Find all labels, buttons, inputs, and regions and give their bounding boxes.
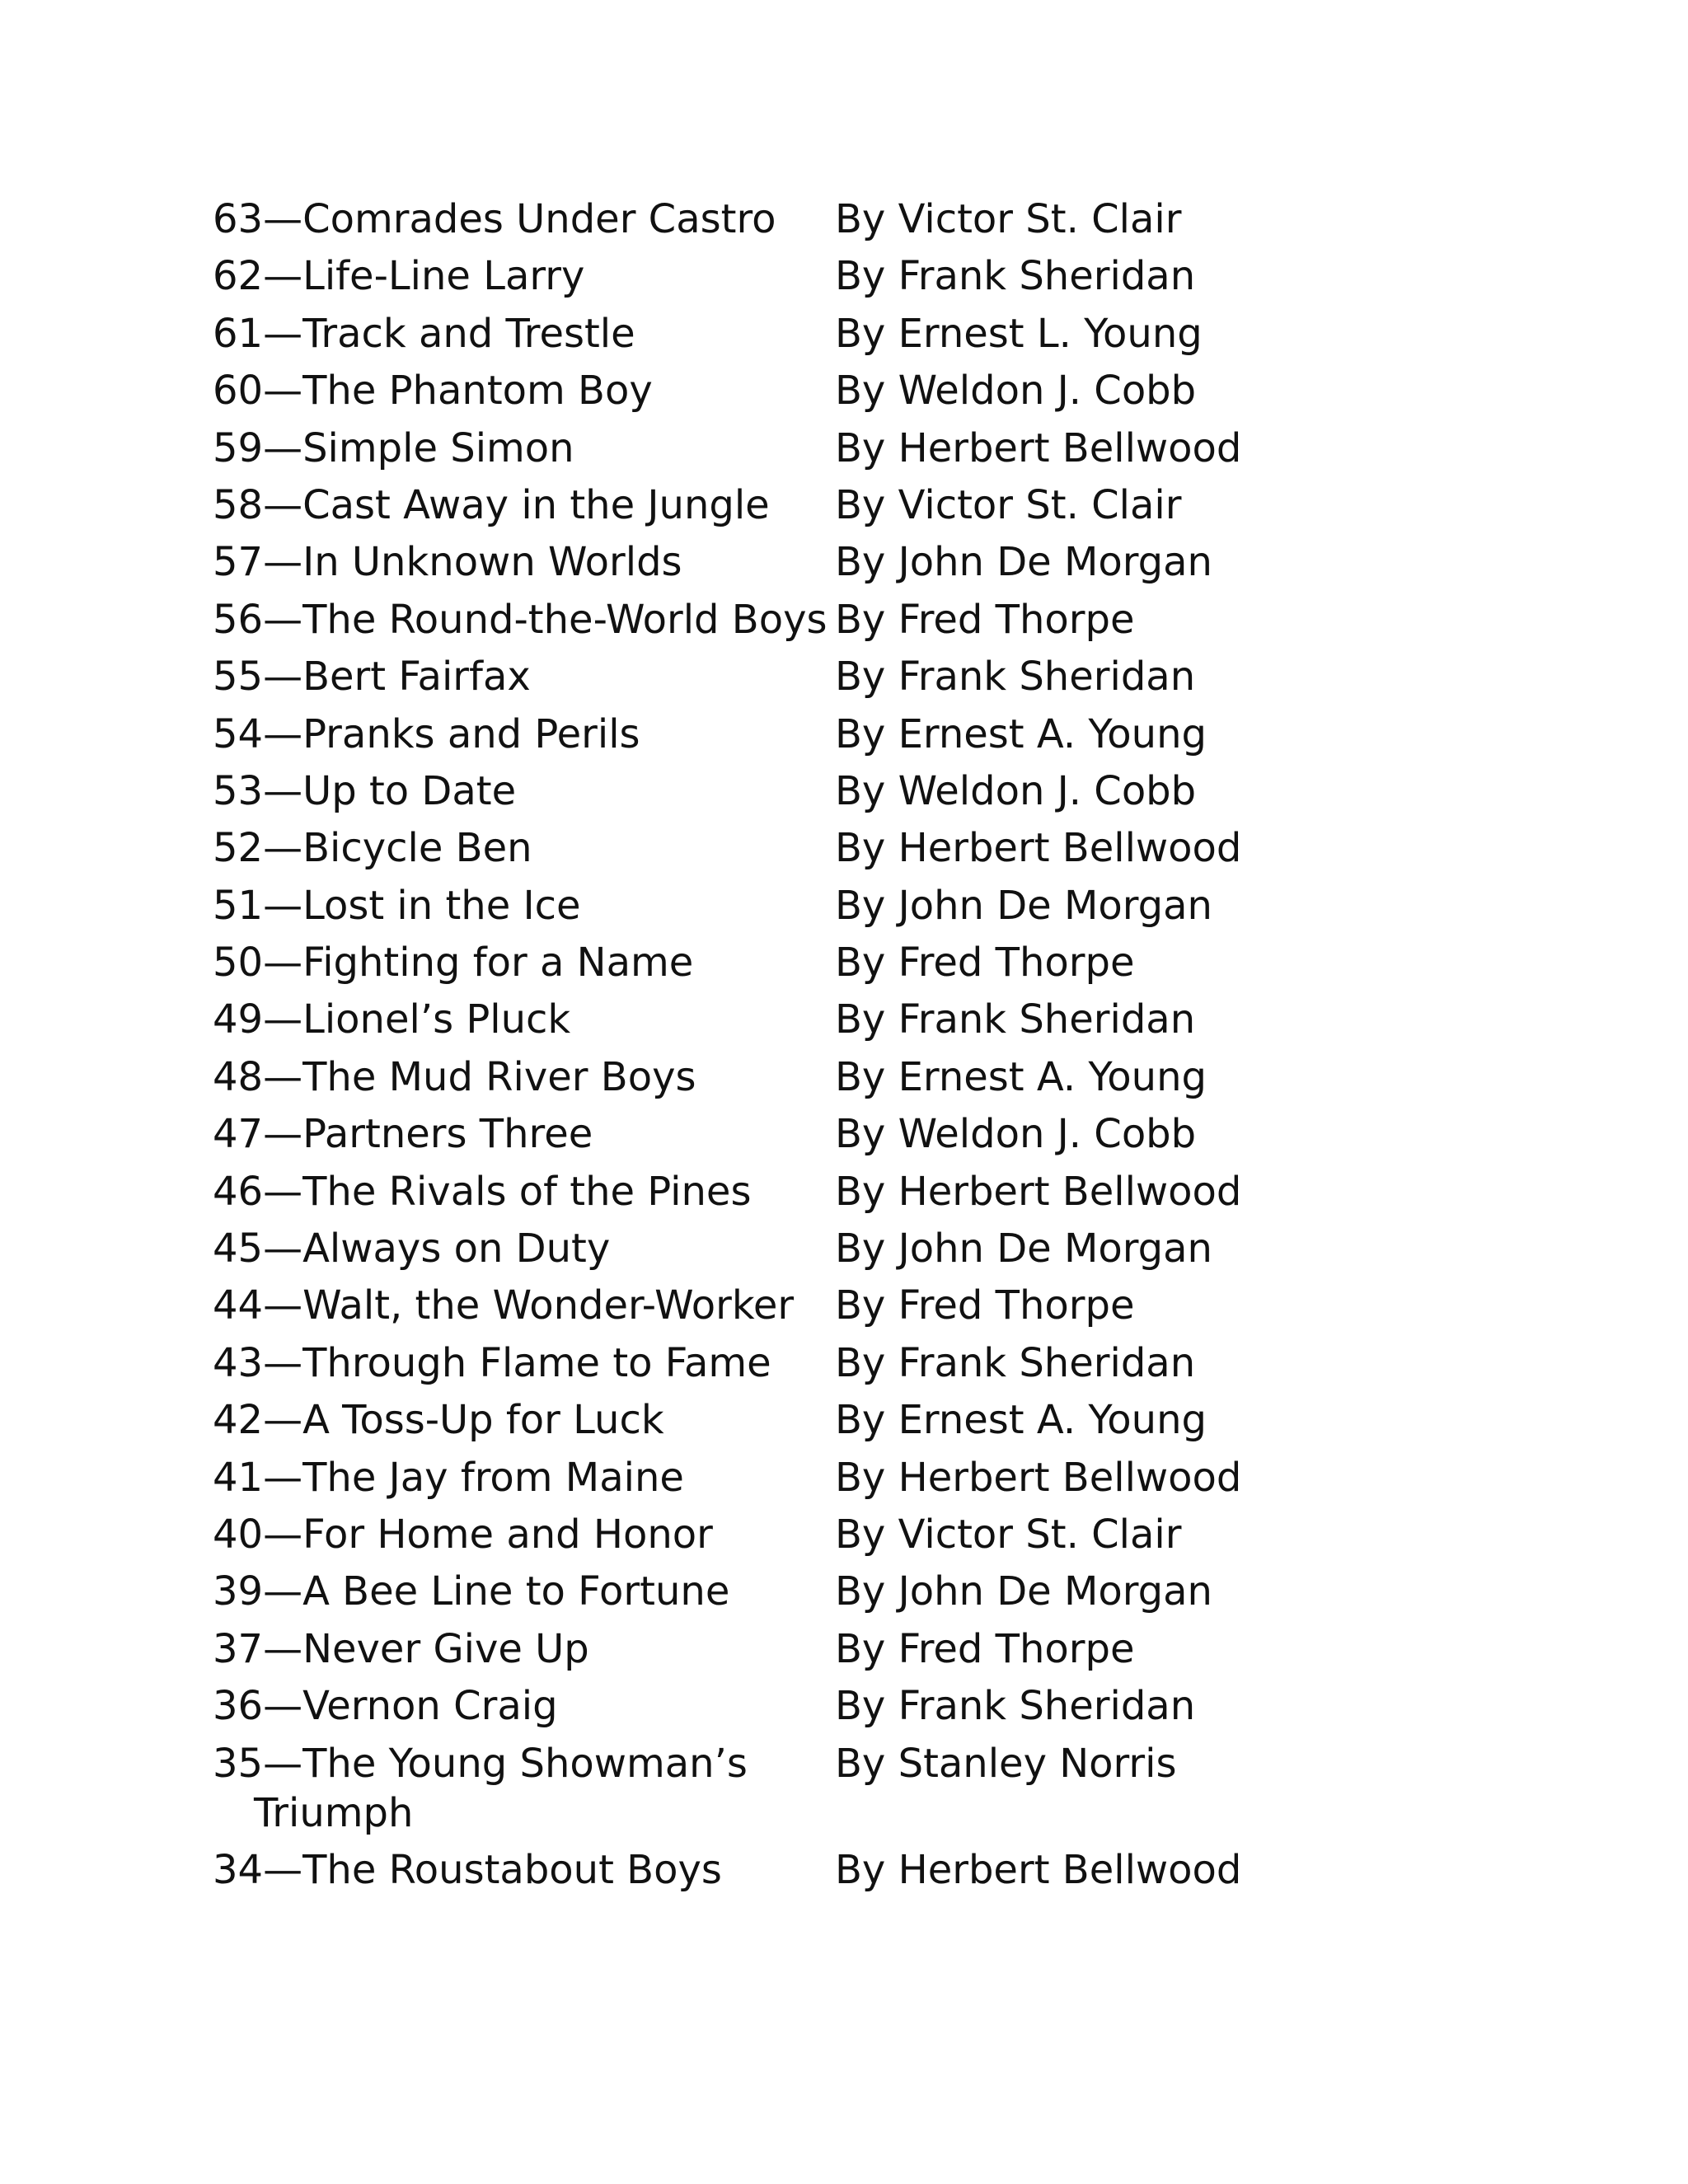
book-entry	[213, 1224, 1531, 1273]
book-title	[213, 766, 835, 816]
book-title-text: 37—Never Give Up	[213, 1625, 589, 1672]
book-author: By Herbert Bellwood	[835, 825, 1242, 872]
book-author: By Fred Thorpe	[835, 940, 1135, 987]
book-title-text: 34—The Roustabout Boys	[213, 1846, 722, 1893]
book-title	[213, 823, 835, 873]
book-entry	[213, 652, 1531, 701]
book-list	[213, 194, 1531, 1902]
book-author: By Weldon J. Cobb	[835, 1111, 1197, 1158]
book-title	[213, 1109, 835, 1159]
book-title-text: 62—Life-Line Larry	[213, 253, 585, 300]
book-title	[213, 194, 835, 244]
book-title-text: 54—Pranks and Perils	[213, 710, 640, 757]
book-entry	[213, 1681, 1531, 1731]
book-title-text: 58—Cast Away in the Jungle	[213, 481, 770, 528]
book-author: By Victor St. Clair	[835, 481, 1182, 528]
book-title-text: 53—Up to Date	[213, 767, 517, 814]
book-entry	[213, 1109, 1531, 1159]
book-title	[213, 424, 835, 473]
book-entry	[213, 194, 1531, 244]
book-title-text: 45—Always on Duty	[213, 1226, 611, 1272]
book-author: By Frank Sheridan	[835, 654, 1196, 701]
book-author: By Frank Sheridan	[835, 1339, 1196, 1386]
book-author: By Frank Sheridan	[835, 996, 1196, 1043]
book-title	[213, 881, 835, 930]
book-entry	[213, 1052, 1531, 1102]
book-title-text: 47—Partners Three	[213, 1111, 593, 1158]
book-title	[213, 938, 835, 987]
book-author: By John De Morgan	[835, 1568, 1212, 1615]
book-entry	[213, 823, 1531, 873]
book-entry	[213, 1395, 1531, 1445]
book-entry	[213, 1167, 1531, 1216]
book-title	[213, 537, 835, 587]
book-title	[213, 309, 835, 359]
book-title	[213, 1681, 835, 1731]
book-title-continuation: Triumph	[254, 1789, 414, 1836]
book-entry	[213, 881, 1531, 930]
book-author: By Victor St. Clair	[835, 196, 1182, 242]
book-entry	[213, 1845, 1531, 1895]
book-title-text: 57—In Unknown Worlds	[213, 539, 682, 586]
book-title-text: 48—The Mud River Boys	[213, 1053, 696, 1100]
book-author: By Stanley Norris	[835, 1740, 1177, 1787]
book-title	[213, 366, 835, 415]
book-title	[213, 710, 835, 759]
book-author: By Frank Sheridan	[835, 1683, 1196, 1730]
book-author: By Herbert Bellwood	[835, 1168, 1242, 1215]
book-author: By Ernest A. Young	[835, 710, 1207, 757]
book-title-text: 61—Track and Trestle	[213, 310, 635, 357]
book-author: By John De Morgan	[835, 1226, 1212, 1272]
book-author: By Fred Thorpe	[835, 1625, 1135, 1672]
book-author: By Weldon J. Cobb	[835, 368, 1197, 415]
book-author: By Ernest A. Young	[835, 1053, 1207, 1100]
book-author: By Ernest L. Young	[835, 310, 1203, 357]
book-author: By Herbert Bellwood	[835, 1454, 1242, 1501]
book-title-text: 60—The Phantom Boy	[213, 368, 653, 415]
book-title	[213, 1510, 835, 1559]
book-entry	[213, 1739, 1531, 1838]
book-title-text: 44—Walt, the Wonder-Worker	[213, 1282, 795, 1329]
book-title	[213, 595, 835, 644]
book-title-text: 50—Fighting for a Name	[213, 940, 694, 987]
book-author: By John De Morgan	[835, 882, 1212, 929]
book-title-text: 59—Simple Simon	[213, 424, 574, 471]
book-author: By Ernest A. Young	[835, 1397, 1207, 1444]
book-entry	[213, 766, 1531, 816]
book-title-text: 46—The Rivals of the Pines	[213, 1168, 752, 1215]
book-author: By Fred Thorpe	[835, 1282, 1135, 1329]
book-title	[213, 1624, 835, 1674]
book-author: By Herbert Bellwood	[835, 1846, 1242, 1893]
book-title	[213, 1395, 835, 1445]
book-title	[213, 1224, 835, 1273]
book-author: By Fred Thorpe	[835, 596, 1135, 643]
book-entry	[213, 938, 1531, 987]
book-entry	[213, 366, 1531, 415]
book-title-text: 55—Bert Fairfax	[213, 654, 531, 701]
book-entry	[213, 251, 1531, 301]
book-title	[213, 1281, 835, 1330]
book-entry	[213, 595, 1531, 644]
book-title-text: 49—Lionel’s Pluck	[213, 996, 571, 1043]
book-author: By Victor St. Clair	[835, 1511, 1182, 1558]
book-entry	[213, 1624, 1531, 1674]
book-title-text: 41—The Jay from Maine	[213, 1454, 684, 1501]
book-title	[213, 480, 835, 530]
book-entry	[213, 1510, 1531, 1559]
book-entry	[213, 1453, 1531, 1502]
book-title	[213, 1167, 835, 1216]
book-title-text: 63—Comrades Under Castro	[213, 196, 776, 242]
book-entry	[213, 1338, 1531, 1388]
book-title	[213, 1845, 835, 1895]
book-title	[213, 995, 835, 1044]
book-title	[213, 1338, 835, 1388]
book-title-text: 40—For Home and Honor	[213, 1511, 713, 1558]
book-entry	[213, 537, 1531, 587]
book-entry	[213, 1281, 1531, 1330]
book-title-text: 43—Through Flame to Fame	[213, 1339, 771, 1386]
book-title-text: 39—A Bee Line to Fortune	[213, 1568, 730, 1615]
book-title	[213, 1567, 835, 1616]
book-title	[213, 1052, 835, 1102]
book-title-text: 56—The Round-the-World Boys	[213, 596, 828, 643]
book-entry	[213, 710, 1531, 759]
book-title	[213, 1739, 835, 1838]
book-title-text: 35—The Young Showman’s	[213, 1740, 748, 1787]
book-entry	[213, 424, 1531, 473]
book-entry	[213, 480, 1531, 530]
book-author: By Herbert Bellwood	[835, 424, 1242, 471]
book-entry	[213, 1567, 1531, 1616]
book-title	[213, 1453, 835, 1502]
book-title-text: 52—Bicycle Ben	[213, 825, 532, 872]
book-title-text: 51—Lost in the Ice	[213, 882, 581, 929]
book-author: By Frank Sheridan	[835, 253, 1196, 300]
book-author: By John De Morgan	[835, 539, 1212, 586]
book-entry	[213, 995, 1531, 1044]
book-entry	[213, 309, 1531, 359]
book-title	[213, 652, 835, 701]
book-author: By Weldon J. Cobb	[835, 767, 1197, 814]
book-title	[213, 251, 835, 301]
book-title-text: 36—Vernon Craig	[213, 1683, 558, 1730]
book-title-text: 42—A Toss-Up for Luck	[213, 1397, 664, 1444]
